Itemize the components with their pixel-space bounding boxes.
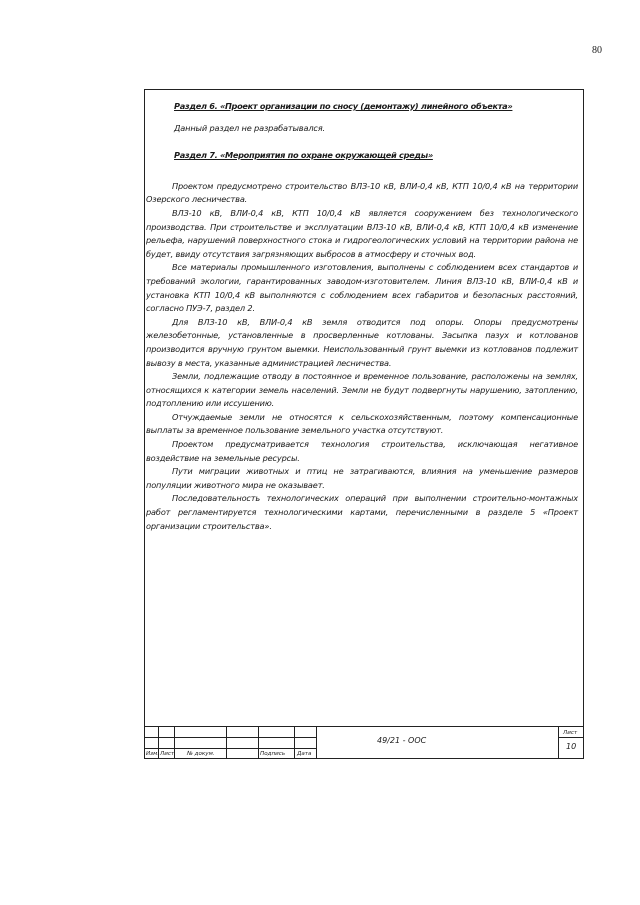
title-block-stamp (144, 726, 584, 759)
paragraph: Последовательность технологических операций при выполнении строительно-монтажных работ регламентируется технологическими картами, перечисленными в разделе 5 «Проект организации строительства». (146, 493, 578, 531)
stamp-label-date: Дата (297, 751, 312, 757)
section-6-heading: Раздел 6. «Проект организации по сносу (демонтажу) линейного объекта» (174, 101, 513, 111)
section-7-heading: Раздел 7. «Мероприятия по охране окружающей среды» (174, 150, 433, 161)
paragraph: Все материалы промышленного изготовления, выполнены с соблюдением всех стандартов и требований экологии, гарантированных заводом-изготовителем. Линия ВЛЗ-10 кВ, ВЛИ-0,4 кВ и установка КТП 10/0,4 кВ выполняются с соблюдением всех габаритов и безопасных расстояний, согласно ПУЭ-7, раздел 2. (146, 262, 578, 314)
stamp-label-doc-no: № докум. (187, 751, 215, 757)
stamp-label-sheet: Лист (160, 751, 175, 757)
document-code: 49/21 - ООС (377, 736, 427, 745)
stamp-label-change: Изм. (146, 751, 160, 757)
stamp-label-signature: Подпись (260, 751, 286, 757)
paragraph: Пути миграции животных и птиц не затрагиваются, влияния на уменьшение размеров популяции животного мира не оказывает. (146, 466, 578, 490)
document-body (146, 100, 578, 533)
paragraph: Для ВЛЗ-10 кВ, ВЛИ-0,4 кВ земля отводится под опоры. Опоры предусмотрены железобетонные, установленные в просверленные котлованы. Засыпка пазух и котлованов производится вручную грунтом выемки. Неиспользованный грунт выемки из котлованов подлежит вывозу в места, указанные администрацией лесничества. (146, 316, 578, 368)
paragraph: ВЛЗ-10 кВ, ВЛИ-0,4 кВ, КТП 10/0,4 кВ является сооружением без технологического производства. При строительстве и эксплуатации ВЛЗ-10 кВ, ВЛИ-0,4 кВ, КТП 10/0,4 кВ изменение рельефа, нарушений поверхностного стока и гидрогеологических условий на территории района не будет, ввиду отсутствия загрязняющих выбросов в атмосферу и сточных вод. (146, 207, 578, 259)
sheet-number: 10 (566, 742, 577, 751)
page-number: 80 (592, 45, 602, 56)
paragraph: Земли, подлежащие отводу в постоянное и временное пользование, расположены на землях, относящихся к категории земель населений. Земли не будут подвергнуты нарушению, затоплению, подтоплению или иссушению. (146, 371, 578, 409)
paragraph: Проектом предусматривается технология строительства, исключающая негативное воздействие на земельные ресурсы. (146, 439, 578, 463)
sheet-label: Лист (563, 730, 578, 736)
section-6-note: Данный раздел не разрабатывался. (174, 122, 325, 133)
paragraph: Проектом предусмотрено строительство ВЛЗ-10 кВ, ВЛИ-0,4 кВ, КТП 10/0,4 кВ на территории Озерского лесничества. (146, 180, 578, 205)
paragraph: Отчуждаемые земли не относятся к сельскохозяйственным, поэтому компенсационные выплаты за временное пользование земельного участка отсутствуют. (146, 411, 578, 436)
